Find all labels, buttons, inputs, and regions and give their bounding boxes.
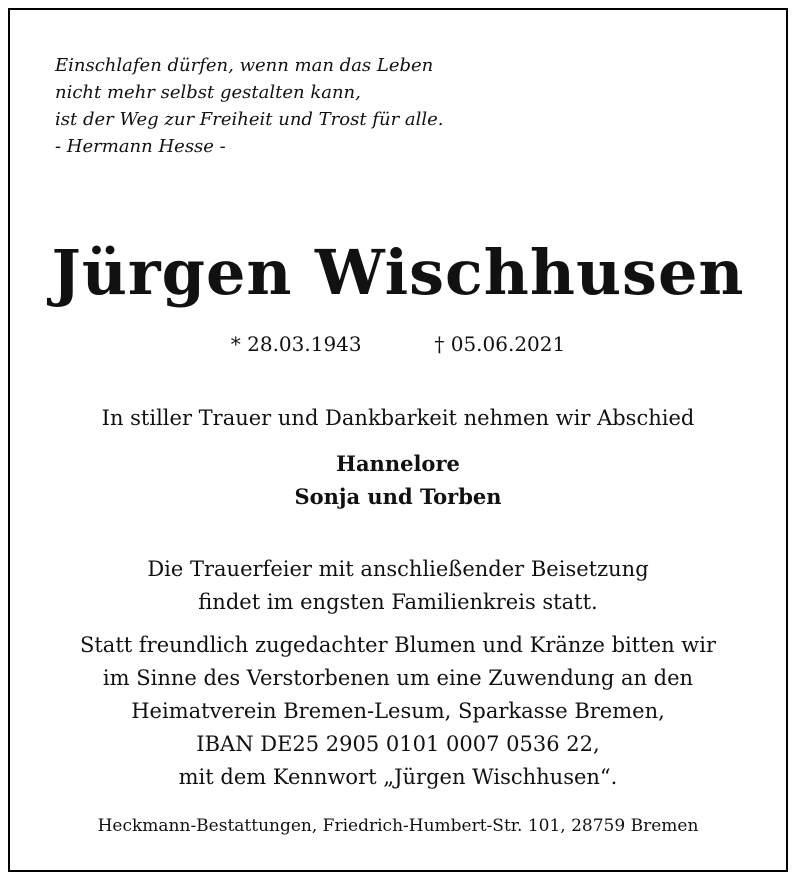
birth-date: * 28.03.1943 — [230, 332, 362, 356]
ceremony-line: findet im engsten Familienkreis statt. — [198, 590, 598, 614]
deceased-name: Jürgen Wischhusen — [51, 236, 745, 309]
funeral-home: Heckmann-Bestattungen, Friedrich-Humbert-Str. 101, 28759 Bremen — [97, 816, 699, 836]
donation-line: mit dem Kennwort „Jürgen Wischhusen“. — [178, 765, 618, 789]
life-dates — [10, 332, 786, 356]
quote-line: ist der Weg zur Freiheit und Trost für alle. — [55, 109, 444, 130]
mourner-name: Sonja und Torben — [294, 484, 502, 509]
quote-line: nicht mehr selbst gestalten kann, — [55, 82, 361, 103]
mourners-intro: In stiller Trauer und Dankbarkeit nehmen wir Abschied — [101, 406, 695, 430]
donation-iban: IBAN DE25 2905 0101 0007 0536 22, — [196, 732, 600, 756]
obituary-notice — [8, 8, 788, 872]
ceremony-line: Die Trauerfeier mit anschließender Beisetzung — [147, 557, 649, 581]
quote-line: Einschlafen dürfen, wenn man das Leben — [55, 55, 434, 76]
donation-line: Statt freundlich zugedachter Blumen und Kränze bitten wir — [79, 633, 717, 657]
donation-line: im Sinne des Verstorbenen um eine Zuwendung an den — [102, 666, 694, 690]
donation-line: Heimatverein Bremen-Lesum, Sparkasse Bremen, — [131, 699, 665, 723]
mourner-name: Hannelore — [336, 451, 460, 476]
quote-block — [55, 52, 444, 160]
quote-author: - Hermann Hesse - — [55, 136, 226, 157]
death-date: † 05.06.2021 — [434, 332, 566, 356]
